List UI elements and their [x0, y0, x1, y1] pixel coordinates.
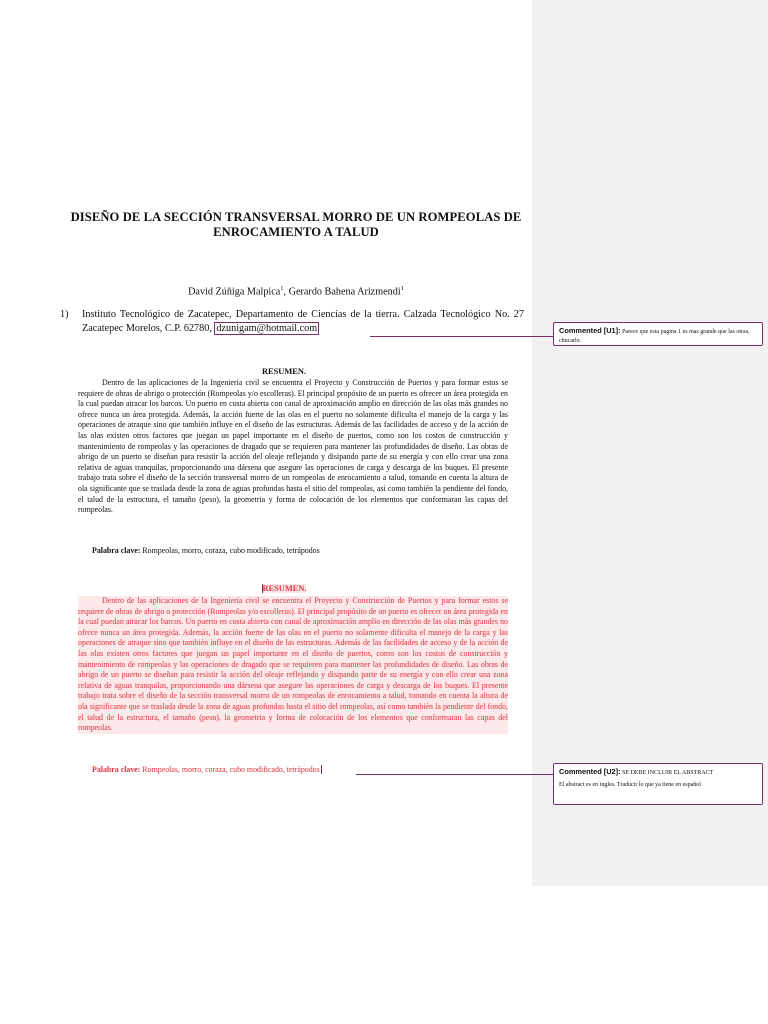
author-1: David Zúñiga Malpica [188, 286, 281, 298]
keywords-text-marked: Rompeolas, morro, coraza, cubo modificado, tetrápodos [140, 765, 320, 774]
comment-u1-text: Parece que esta pagina 1 es mas grande que las otras, chucarlo. [559, 329, 750, 344]
title-line-2: ENROCAMIENTO A TALUD [213, 225, 379, 239]
comment-u1-label: Commented [U1]: [559, 326, 621, 335]
comment-1-leader [370, 336, 553, 337]
comment-u2[interactable] [553, 763, 763, 805]
keywords-text: Rompeolas, morro, coraza, cubo modificado, tetrápodos [140, 546, 320, 555]
author-2-affiliation-mark: 1 [400, 285, 404, 292]
authors-line [60, 285, 532, 297]
affiliation-number: 1) [60, 309, 69, 320]
author-separator: , [283, 286, 289, 298]
affiliation-text: Instituto Tecnológico de Zacatepec, Departamento de Ciencias de la tierra. Calzada Tecnológico No. 27 Zacatepec Morelos, C.P. 62780, [82, 309, 524, 334]
abstract-paragraph-marked: Dentro de las aplicaciones de la Ingeniería civil se encuentra el Proyecto y Construcción de Puertos y para formar estos se requiere de obras de abrigo o protección (Rompeolas y/o escolleras). El principal propósito de un puerto es ofrecer un área protegida en la cual puedan atracar los barcos. Un puerto en costa abierta con canal de aproximación amplio en dirección de las olas más grandes no ofrece nunca un área protegida. Además, la acción fuerte de las olas en el puerto no solamente dificulta el manejo de la carga y las operaciones de atraque sino que también influye en el diseño de las estructuras. Además de las facilidades de acceso y de la acción de las olas existen otros factores que juegan un papel importante en el diseño de puertos, como son los costos de construcción y mantenimiento de rompeolas y las operaciones de dragado que se requieren para mantener las profundidades de diseño. Las obras de abrigo de un puerto se diseñan para resistir la acción del oleaje reflejando y disipando parte de su energía y con ello crear una zona relativa de aguas tranquilas, proporcionando una dársena que asegure las operaciones de carga y descarga de los buques. El presente trabajo trata sobre el diseño de la sección transversal morro de un rompeolas de enrocamiento a talud, tomando en cuenta la altura de ola significante que se traslada desde la zona de aguas profundas hasta el sitio del rompeolas, así como también la pendiente del fondo, el talud de la estructura, el tamaño (peso), la geometria y forma de colocación de los elementos que conformaran las capas del rompeolas. [78, 596, 508, 733]
keywords-label-marked: Palabra clave: [92, 765, 141, 774]
comment-u2-label: Commented [U2]: [559, 767, 621, 776]
keywords-label: Palabra clave: [92, 546, 141, 555]
resumen-heading-text: RESUMEN [262, 367, 304, 376]
author-1-affiliation-mark: 1 [280, 285, 284, 292]
resumen-heading-marked-dot: . [304, 584, 307, 593]
comment-u1[interactable] [553, 322, 763, 346]
resumen-heading-marked [60, 584, 508, 593]
comment-2-leader [356, 774, 553, 775]
email-link[interactable]: dzunigam@hotmail.com [216, 323, 318, 334]
resumen-heading-marked-text: RESUMEN [262, 584, 305, 593]
author-2: Gerardo Bahena Arizmendi [288, 286, 401, 298]
margin-blank [532, 886, 768, 1024]
comment-u2-text: SE DEBE INCLUIR EL ABSTRACT [620, 770, 714, 776]
keywords-line [92, 546, 320, 555]
comment-u2-text-2: El abstract es en ingles. Traducir lo que ya tiene en español [559, 782, 701, 788]
abstract-paragraph: Dentro de las aplicaciones de la Ingeniería civil se encuentra el Proyecto y Construcción de Puertos y para formar estos se requiere de obras de abrigo o protección (Rompeolas y/o escolleras). El principal propósito de un puerto es ofrecer un área protegida en la cual puedan atracar los barcos. Un puerto en costa abierta con canal de aproximación amplio en dirección de las olas más grandes no ofrece nunca un área protegida. Además, la acción fuerte de las olas en el puerto no solamente dificulta el manejo de la carga y las operaciones de atraque sino que también influye en el diseño de las estructuras. Además de las facilidades de acceso y de la acción de las olas existen otros factores que juegan un papel importante en el diseño de puertos, como son los costos de construcción y mantenimiento de rompeolas y las operaciones de dragado que se requieren para mantener las profundidades de diseño. Las obras de abrigo de un puerto se diseñan para resistir la acción del oleaje reflejando y disipando parte de su energía y con ello crear una zona relativa de aguas tranquilas, proporcionando una dársena que asegure las operaciones de carga y descarga de los buques. El presente trabajo trata sobre el diseño de la sección transversal morro de un rompeolas de enrocamiento a talud, tomando en cuenta la altura de ola significante que se traslada desde la zona de aguas profundas hasta el sitio del rompeolas, así como también la pendiente del fondo, el talud de la estructura, el tamaño (peso), la geometria y forma de colocación de los elementos que conformaran las capas del rompeolas. [78, 378, 508, 515]
document-title [60, 210, 532, 240]
resumen-heading [60, 367, 508, 376]
affiliation [60, 308, 524, 336]
keywords-line-marked [92, 765, 322, 774]
resumen-heading-dot: . [303, 367, 306, 376]
comments-margin-pane [532, 0, 768, 886]
title-line-1: DISEÑO DE LA SECCIÓN TRANSVERSAL MORRO DE UN ROMPEOLAS DE [70, 210, 522, 224]
